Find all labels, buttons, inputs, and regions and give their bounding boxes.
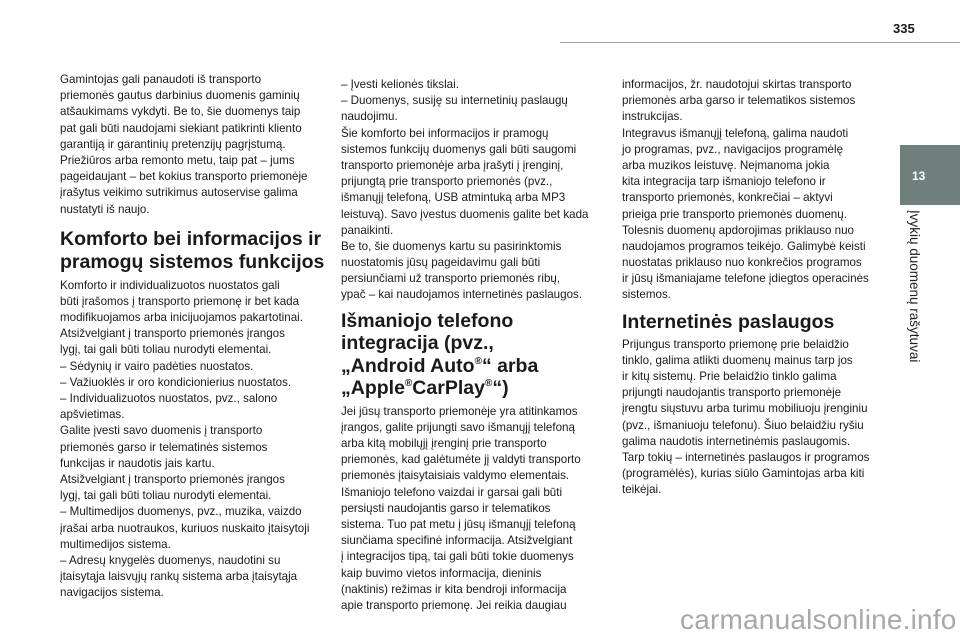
paragraph: [341, 404, 611, 614]
text-line: informacijos, žr. naudotojui skirtas transporto: [622, 78, 852, 91]
text-line: įrangos, galite prijungti savo išmanųjį telefoną: [341, 420, 575, 434]
text-line: įrengtu siųstuvu arba turimu mobiliuoju įrenginiu: [622, 402, 868, 416]
section-heading: [60, 228, 330, 274]
heading-line: integracija (pvz.,: [341, 332, 494, 355]
registered-mark: ®: [484, 378, 493, 390]
paragraph: [622, 77, 892, 304]
text-line: transporto priemonėje arba įrašyti į įrenginį,: [341, 158, 564, 172]
text-line: Atsižvelgiant į transporto priemonės įrangos: [60, 472, 285, 486]
heading-line: „Android Auto®“ arba: [341, 354, 539, 377]
chapter-title: Įvykių duomenų rašytuvai: [907, 210, 922, 363]
heading-line: Internetinės paslaugos: [622, 310, 835, 333]
text-line: (naktinis) režimas ir kita bendroji informacija: [341, 582, 567, 596]
watermark: carmanualsonline.info: [680, 604, 957, 635]
text-line: – Multimedijos duomenys, pvz., muzika, vaizdo: [60, 505, 302, 519]
header-rule: [560, 42, 960, 43]
heading-line: pramogų sistemos funkcijos: [60, 250, 325, 273]
text-line: kita integracija tarp išmaniojo telefono ir: [622, 175, 826, 189]
text-line: prijungtą prie transporto priemonės (pvz.,: [341, 175, 553, 189]
text-line: nuostatas priklauso nuo konkrečios programos: [622, 256, 862, 270]
text-line: atšaukimams vykdyti. Be to, šie duomenys taip: [60, 105, 301, 119]
text-line: siunčiama specifinė informacija. Atsižvelgiant: [341, 534, 573, 548]
text-line: priemonės garso ir telematinės sistemos: [60, 440, 268, 454]
text-line: Atsižvelgiant į transporto priemonės įrangos: [60, 327, 285, 341]
text-line: Tarp tokių – internetinės paslaugos ir programos: [622, 450, 870, 464]
text-line: Priežiūros arba remonto metu, taip pat – jums: [60, 153, 295, 167]
heading-line: Išmaniojo telefono: [341, 309, 514, 332]
text-line: sistemos.: [622, 288, 671, 302]
text-line: nustatyti iš naujo.: [60, 202, 150, 216]
text-line: modifikuojamos arba inicijuojamos pakartotinai.: [60, 311, 303, 325]
chapter-number: 13: [912, 169, 926, 183]
text-line: Jei jūsų transporto priemonėje yra atitinkamos: [341, 404, 578, 418]
text-line: persiųsti naudojantis garso ir telematikos: [341, 501, 551, 515]
registered-mark: ®: [404, 378, 413, 390]
text-line: lygį, tai gali būti toliau nurodyti elementai.: [60, 343, 272, 357]
text-line: kaip buvimo vietos informacija, dieninis: [341, 566, 542, 580]
text-line: priemonės, kad galėtumėte jį valdyti transporto: [341, 453, 581, 467]
text-line: – Duomenys, susiję su internetinių paslaugų: [341, 94, 568, 108]
text-line: jo programas, pvz., navigacijos programėlę: [622, 142, 844, 156]
text-line: navigacijos sistema.: [60, 586, 164, 600]
text-line: transporto priemonės, konkrečiai – aktyvi: [622, 191, 833, 205]
text-line: Integravus išmanųjį telefoną, galima naudoti: [622, 126, 849, 140]
text-line: prijungti naudojantis transporto priemonėje: [622, 386, 842, 400]
text-line: Be to, šie duomenys kartu su pasirinktomis: [341, 239, 562, 253]
text-line: lygį, tai gali būti toliau nurodyti elementai.: [60, 489, 272, 503]
heading-line: „Apple®CarPlay®“): [341, 377, 509, 400]
text-line: nuostatomis jūsų pageidavimu gali būti: [341, 256, 541, 270]
text-line: Gamintojas gali panaudoti iš transporto: [60, 73, 262, 86]
text-line: į integracijos tipą, tai gali būti tokie duomenys: [341, 550, 574, 564]
paragraph: [60, 72, 330, 218]
paragraph: [60, 278, 330, 602]
section-heading: [341, 310, 611, 400]
text-line: – Važiuoklės ir oro kondicionierius nuostatos.: [60, 375, 292, 389]
text-line: prieiga prie transporto priemonės duomenų.: [622, 207, 847, 221]
text-line: naudojimu.: [341, 110, 398, 124]
text-line: (pvz., išmaniuoju telefonu). Šiuo belaidžiu ryšiu: [622, 418, 864, 432]
text-line: (programėlės), kurias siūlo Gamintojas arba kiti: [622, 467, 865, 481]
text-line: apšvietimas.: [60, 408, 125, 422]
text-line: pat gali būti naudojami siekiant patikrinti kliento: [60, 121, 302, 135]
text-line: ypač – kai naudojamos internetinės paslaugos.: [341, 288, 583, 302]
text-column-3: [622, 77, 892, 499]
text-line: būti įrašomos į transporto priemonę ir bet kada: [60, 294, 300, 308]
text-column-1: [60, 72, 330, 601]
text-line: priemonės gautus darbinius duomenis gaminių: [60, 89, 300, 103]
text-line: naudojamos programos teikėjo. Galimybė keisti: [622, 239, 866, 253]
section-heading: [622, 311, 892, 334]
paragraph: [341, 77, 611, 304]
chapter-tab[interactable]: [900, 145, 960, 205]
text-line: arba kitą mobilųjį įrenginį prie transporto: [341, 437, 547, 450]
paragraph: [622, 337, 892, 499]
text-line: Komforto ir individualizuotos nuostatos gali: [60, 278, 280, 292]
text-line: arba muzikos leistuvę. Neįmanoma jokia: [622, 158, 830, 172]
text-line: funkcijas ir naudotis jais kartu.: [60, 456, 215, 470]
text-line: išmanųjį telefoną, USB atmintuką arba MP3: [341, 191, 566, 205]
text-line: įrašai arba nuotraukos, kuriuos nuskaito įtaisytoji: [60, 521, 310, 535]
text-line: teikėjai.: [622, 483, 662, 497]
text-line: – Įvesti kelionės tikslai.: [341, 78, 459, 91]
text-line: Tolesnis duomenų apdorojimas priklauso nuo: [622, 223, 855, 237]
text-line: tinklo, galima atlikti duomenų mainus tarp jos: [622, 353, 853, 367]
text-line: įtaisytąja laisvųjų rankų sistema arba įtaisytąja: [60, 570, 298, 584]
text-line: priemonės įtaisytaisiais valdymo elementais.: [341, 469, 570, 483]
text-line: įrašytus veikimo sutrikimus autoservise galima: [60, 186, 298, 200]
text-line: multimedijos sistema.: [60, 537, 171, 551]
text-line: leistuvą). Savo įvestus duomenis galite bet kada: [341, 207, 589, 221]
text-line: – Sėdynių ir vairo padėties nuostatos.: [60, 359, 254, 373]
heading-line: Komforto bei informacijos ir: [60, 227, 322, 250]
text-line: Išmaniojo telefono vaizdai ir garsai gali būti: [341, 485, 563, 499]
text-line: – Individualizuotos nuostatos, pvz., salono: [60, 392, 278, 405]
text-line: instrukcijas.: [622, 110, 683, 124]
text-line: Galite įvesti savo duomenis į transporto: [60, 424, 263, 438]
text-line: persiunčiami už transporto priemonės ribų,: [341, 272, 561, 286]
text-line: ir jūsų išmaniajame telefone įdiegtos operacinės: [622, 272, 869, 286]
registered-mark: ®: [474, 355, 482, 367]
page-number: 335: [893, 21, 915, 36]
text-line: pageidaujant – bet kokius transporto priemonėje: [60, 170, 308, 184]
text-line: priemonės arba garso ir telematikos sistemos: [622, 94, 856, 108]
text-line: ir kitų sistemų. Prie belaidžio tinklo galima: [622, 370, 837, 383]
text-line: Prijungus transporto priemonę prie belaidžio: [622, 337, 849, 351]
text-line: panaikinti.: [341, 223, 394, 237]
text-line: sistemos funkcijų duomenys gali būti saugomi: [341, 142, 577, 156]
text-line: galima naudotis internetinėmis paslaugomis.: [622, 434, 851, 448]
text-line: – Adresų knygelės duomenys, naudotini su: [60, 553, 281, 567]
text-column-2: [341, 77, 611, 614]
text-line: Šie komforto bei informacijos ir pramogų: [341, 126, 549, 140]
text-line: garantiją ir garantinių pretenzijų pagrįstumą.: [60, 137, 286, 151]
text-line: apie transporto priemonę. Jei reikia daugiau: [341, 598, 567, 612]
text-line: sistema. Tuo pat metu į jūsų išmanųjį telefoną: [341, 517, 576, 531]
